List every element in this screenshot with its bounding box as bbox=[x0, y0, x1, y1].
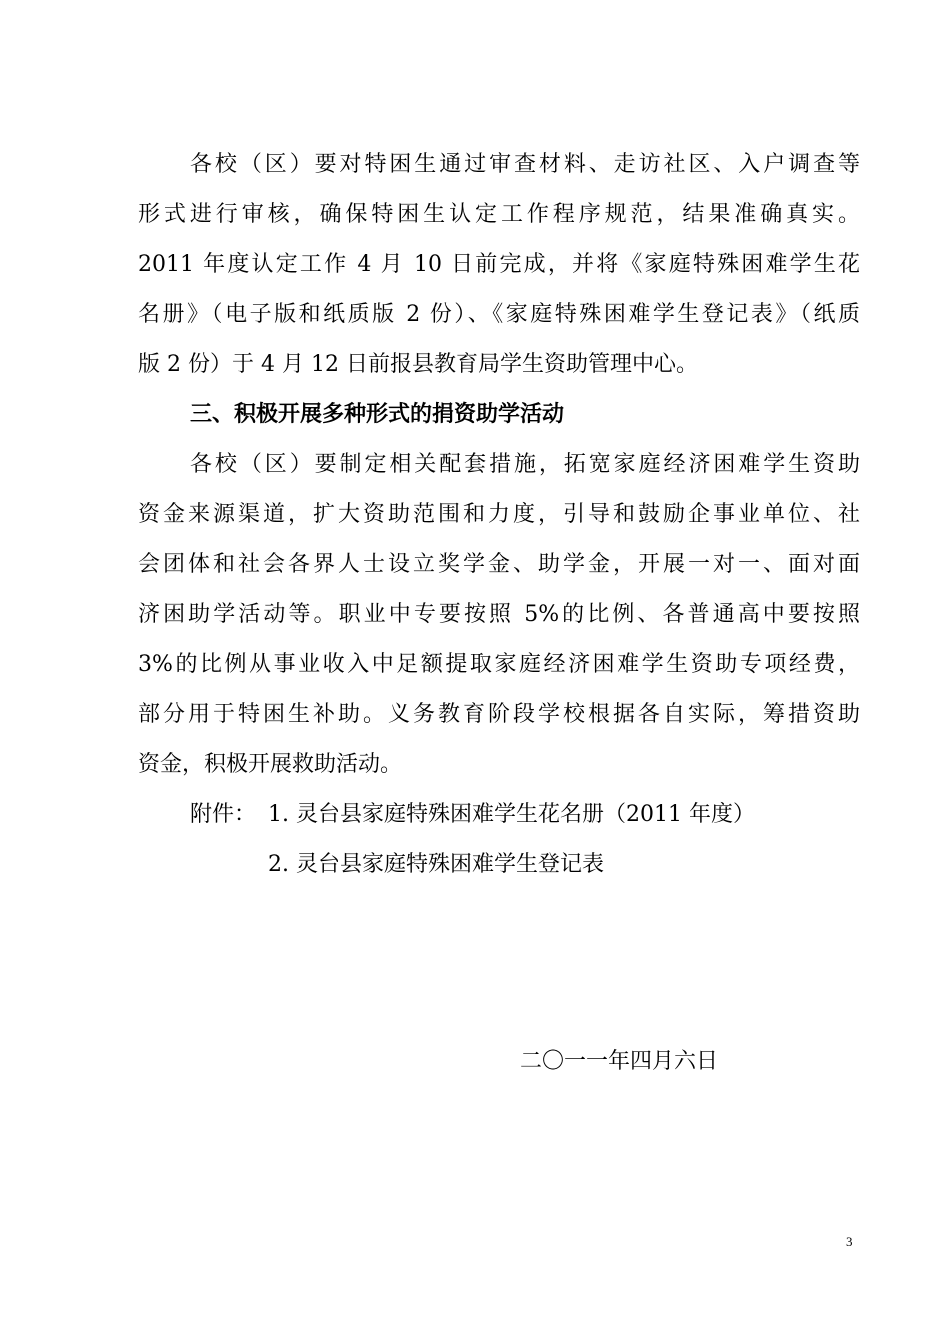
paragraph2-line-4: 济困助学活动等。职业中专要按照 5%的比例、各普通高中要按照 bbox=[138, 602, 860, 627]
paragraph2-line-6: 部分用于特困生补助。义务教育阶段学校根据各自实际，筹措资助 bbox=[138, 702, 860, 727]
paragraph1-line-4: 名册》（电子版和纸质版 2 份）、《家庭特殊困难学生登记表》（纸质 bbox=[138, 302, 860, 327]
attachment-item-1: 1. 灵台县家庭特殊困难学生花名册（2011 年度） bbox=[268, 802, 755, 827]
attachments-label: 附件： bbox=[190, 802, 257, 827]
paragraph1-line-5: 版 2 份）于 4 月 12 日前报县教育局学生资助管理中心。 bbox=[138, 352, 698, 377]
paragraph2-line-1: 各校（区）要制定相关配套措施，拓宽家庭经济困难学生资助 bbox=[190, 452, 860, 477]
paragraph2-line-2: 资金来源渠道，扩大资助范围和力度，引导和鼓励企事业单位、社 bbox=[138, 502, 860, 527]
paragraph1-line-1: 各校（区）要对特困生通过审查材料、走访社区、入户调查等 bbox=[190, 152, 860, 177]
paragraph2-line-7: 资金，积极开展救助活动。 bbox=[138, 752, 403, 777]
paragraph1-line-2: 形式进行审核，确保特困生认定工作程序规范，结果准确真实。 bbox=[138, 202, 860, 227]
paragraph2-line-5: 3%的比例从事业收入中足额提取家庭经济困难学生资助专项经费， bbox=[138, 652, 860, 677]
document-date: 二〇一一年四月六日 bbox=[520, 1049, 719, 1074]
page-number: 3 bbox=[846, 1234, 853, 1249]
section-heading-3: 三、积极开展多种形式的捐资助学活动 bbox=[190, 402, 565, 427]
paragraph1-line-3: 2011 年度认定工作 4 月 10 日前完成，并将《家庭特殊困难学生花 bbox=[138, 252, 860, 277]
attachment-item-2: 2. 灵台县家庭特殊困难学生登记表 bbox=[268, 852, 604, 877]
paragraph2-line-3: 会团体和社会各界人士设立奖学金、助学金，开展一对一、面对面 bbox=[138, 552, 860, 577]
